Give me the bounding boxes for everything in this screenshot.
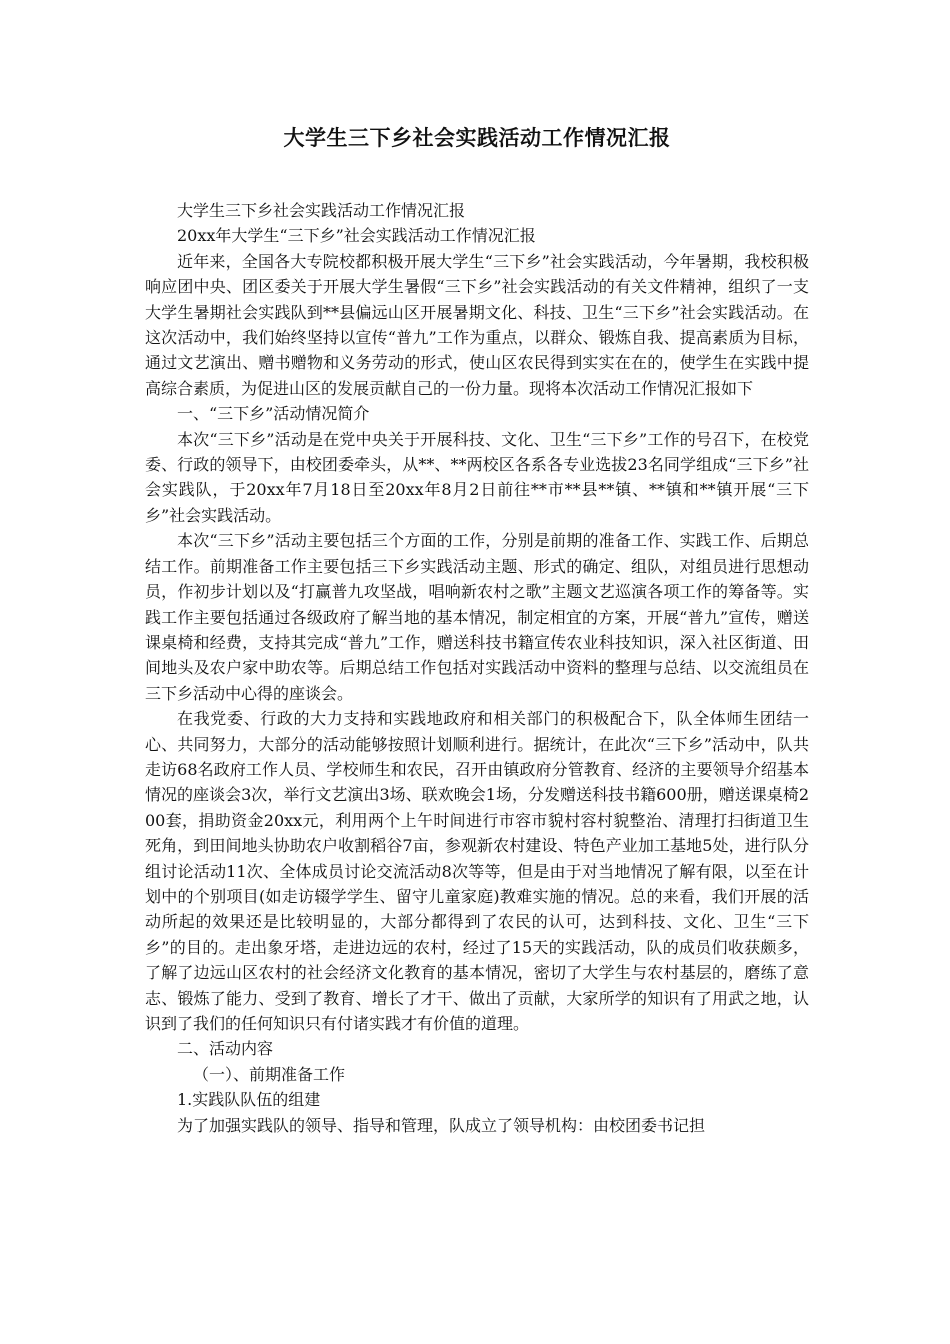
section-heading-2: 二、活动内容	[177, 1039, 274, 1059]
subsection-heading-1: （一）、前期准备工作	[193, 1064, 346, 1084]
paragraph-subtitle: 20xx年大学生“三下乡”社会实践活动工作情况汇报	[177, 226, 536, 246]
item-heading-1: 1.实践队队伍的组建	[177, 1090, 321, 1110]
section-heading-1: 一、“三下乡”活动情况简介	[177, 404, 370, 424]
paragraph-statistics: 在我党委、行政的大力支持和实践地政府和相关部门的积极配合下，队全体师生团结一心、共同努力，大部分的活动能够按照计划顺利进行。据统计，在此次“三下乡”活动中，队共走访68名政府工作人员、学校师生和农民，召开由镇政府分管教育、经济的主要领导介绍基本情况的座谈会3次，举行文艺演出3场、联欢晚会1场，分发赠送科技书籍600册，赠送课桌椅200套，捐助资金20xx元，利用两个上午时间进行市容市貌村容村貌整治、清理打扫街道卫生死角，到田间地头协助农户收割稻谷7亩，参观新农村建设、特色产业加工基地5处，进行队分组讨论活动11次、全体成员讨论交流活动8次等等，但是由于对当地情况了解有限，以至在计划中的个别项目(如走访辍学学生、留守儿童家庭)教难实施的情况。总的来看，我们开展的活动所起的效果还是比较明显的，大部分都得到了农民的认可，达到科技、文化、卫生“三下乡”的目的。走出象牙塔，走进边远的农村，经过了15天的实践活动，队的成员们收获颇多，了解了边远山区农村的社会经济文化教育的基本情况，密切了大学生与农村基层的，磨练了意志、锻炼了能力、受到了教育、增长了才干、做出了贡献，大家所学的知识有了用武之地，认识到了我们的任何知识只有付诸实践才有价值的道理。	[145, 709, 809, 1033]
document-title: 大学生三下乡社会实践活动工作情况汇报	[283, 126, 671, 150]
document-body	[145, 198, 809, 1138]
paragraph-work-scope: 本次“三下乡”活动主要包括三个方面的工作，分别是前期的准备工作、实践工作、后期总结工作。前期准备工作主要包括三下乡实践活动主题、形式的确定、组队，对组员进行思想动员，作初步计划以及“打赢普九攻坚战，唱响新农村之歌”主题文艺巡演各项工作的筹备等。实践工作主要包括通过各级政府了解当地的基本情况，制定相宜的方案，开展“普九”宣传，赠送课桌椅和经费，支持其完成“普九”工作，赠送科技书籍宣传农业科技知识，深入社区街道、田间地头及农户家中助农等。后期总结工作包括对实践活动中资料的整理与总结、以交流组员在三下乡活动中心得的座谈会。	[145, 531, 809, 703]
paragraph-intro: 近年来，全国各大专院校都积极开展大学生“三下乡”社会实践活动，今年暑期，我校积极响应团中央、团区委关于开展大学生暑假“三下乡”社会实践活动的有关文件精神，组织了一支大学生暑期社会实践队到**县偏远山区开展暑期文化、科技、卫生“三下乡”社会实践活动。在这次活动中，我们始终坚持以宣传“普九”工作为重点，以群众、锻炼自我、提高素质为目标，通过文艺演出、赠书赠物和义务劳动的形式，使山区农民得到实实在在的，使学生在实践中提高综合素质，为促进山区的发展贡献自己的一份力量。现将本次活动工作情况汇报如下	[145, 251, 809, 398]
paragraph-overview: 本次“三下乡”活动是在党中央关于开展科技、文化、卫生“三下乡”工作的号召下，在校党委、行政的领导下，由校团委牵头，从**、**两校区各系各专业选拔23名同学组成“三下乡”社会实践队，于20xx年7月18日至20xx年8月2日前往**市**县**镇、**镇和**镇开展“三下乡”社会实践活动。	[145, 429, 809, 525]
paragraph-heading-repeat: 大学生三下乡社会实践活动工作情况汇报	[177, 201, 466, 220]
paragraph-team-organization: 为了加强实践队的领导、指导和管理，队成立了领导机构：由校团委书记担	[177, 1115, 706, 1135]
